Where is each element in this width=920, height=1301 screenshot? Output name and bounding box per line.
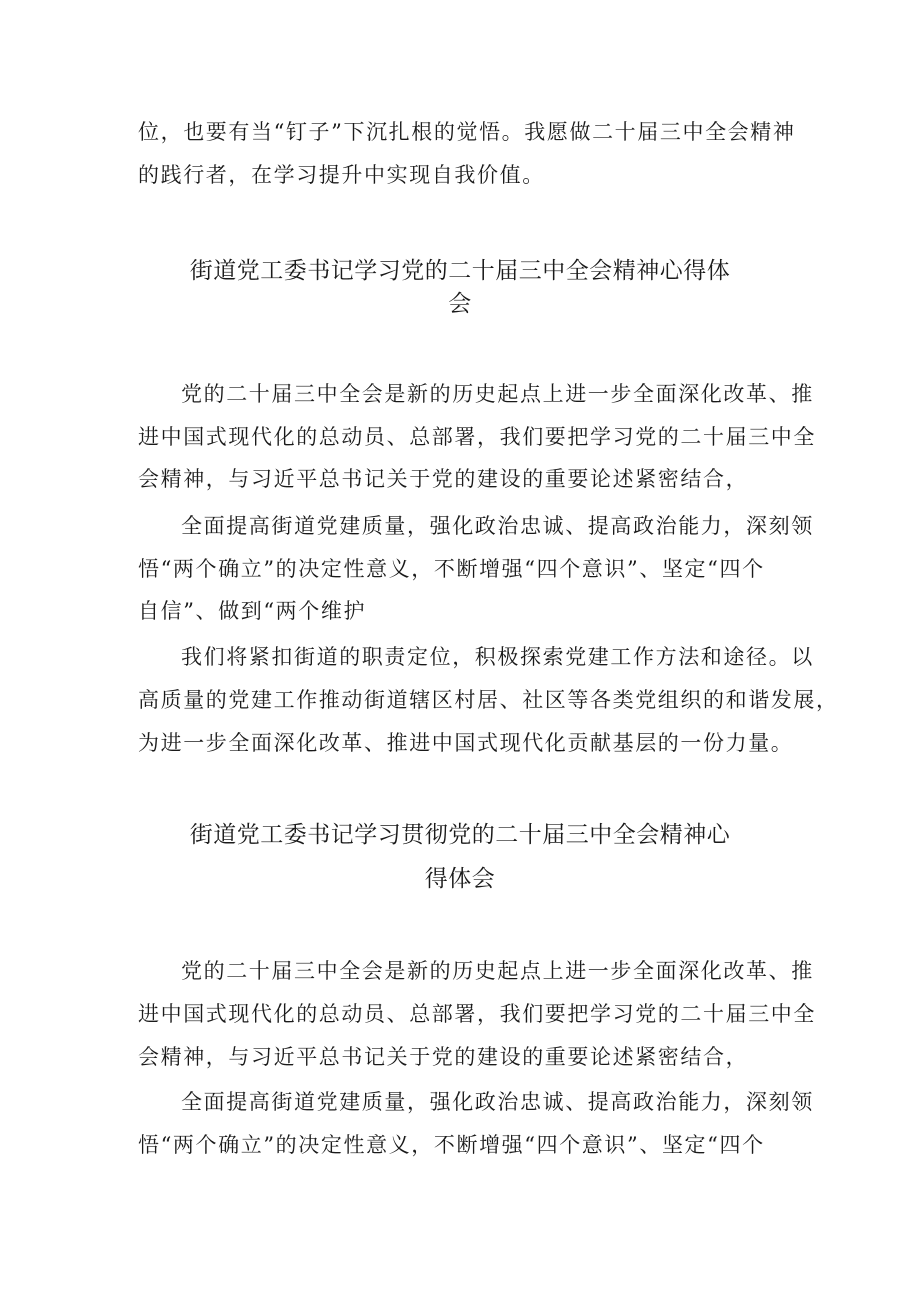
intro-line: 的践行者，在学习提升中实现自我价值。 — [138, 163, 545, 187]
paragraph-line: 为进一步全面深化改革、推进中国式现代化贡献基层的一份力量。 — [138, 731, 794, 755]
paragraph-line: 全面提高街道党建质量，强化政治忠诚、提高政治能力，深刻领 — [181, 1090, 814, 1114]
paragraph-line: 全面提高街道党建质量，强化政治忠诚、提高政治能力，深刻领 — [181, 514, 814, 538]
paragraph-line: 党的二十届三中全会是新的历史起点上进一步全面深化改革、推 — [181, 959, 814, 983]
paragraph-line: 会精神，与习近平总书记关于党的建设的重要论述紧密结合， — [138, 1045, 749, 1069]
intro-line: 位，也要有当“钉子”下沉扎根的觉悟。我愿做二十届三中全会精神 — [138, 120, 796, 144]
paragraph-line: 会精神，与习近平总书记关于党的建设的重要论述紧密结合， — [138, 467, 749, 491]
paragraph-line: 悟“两个确立”的决定性意义，不断增强“四个意识”、坚定“四个 — [138, 557, 765, 581]
paragraph-line: 进中国式现代化的总动员、总部署，我们要把学习党的二十届三中全 — [138, 425, 816, 449]
section-title: 得体会 — [424, 866, 496, 892]
section-title: 会 — [448, 291, 472, 317]
section-title: 街道党工委书记学习贯彻党的二十届三中全会精神心 — [189, 822, 731, 848]
paragraph-line: 党的二十届三中全会是新的历史起点上进一步全面深化改革、推 — [181, 382, 814, 406]
paragraph-line: 高质量的党建工作推动街道辖区村居、社区等各类党组织的和谐发展， — [138, 688, 839, 712]
paragraph-line: 悟“两个确立”的决定性意义，不断增强“四个意识”、坚定“四个 — [138, 1133, 765, 1157]
paragraph-line: 我们将紧扣街道的职责定位，积极探索党建工作方法和途径。以 — [181, 645, 814, 669]
section-title: 街道党工委书记学习党的二十届三中全会精神心得体 — [189, 258, 731, 284]
paragraph-line: 进中国式现代化的总动员、总部署，我们要把学习党的二十届三中全 — [138, 1002, 816, 1026]
paragraph-line: 自信”、做到“两个维护 — [138, 599, 367, 623]
